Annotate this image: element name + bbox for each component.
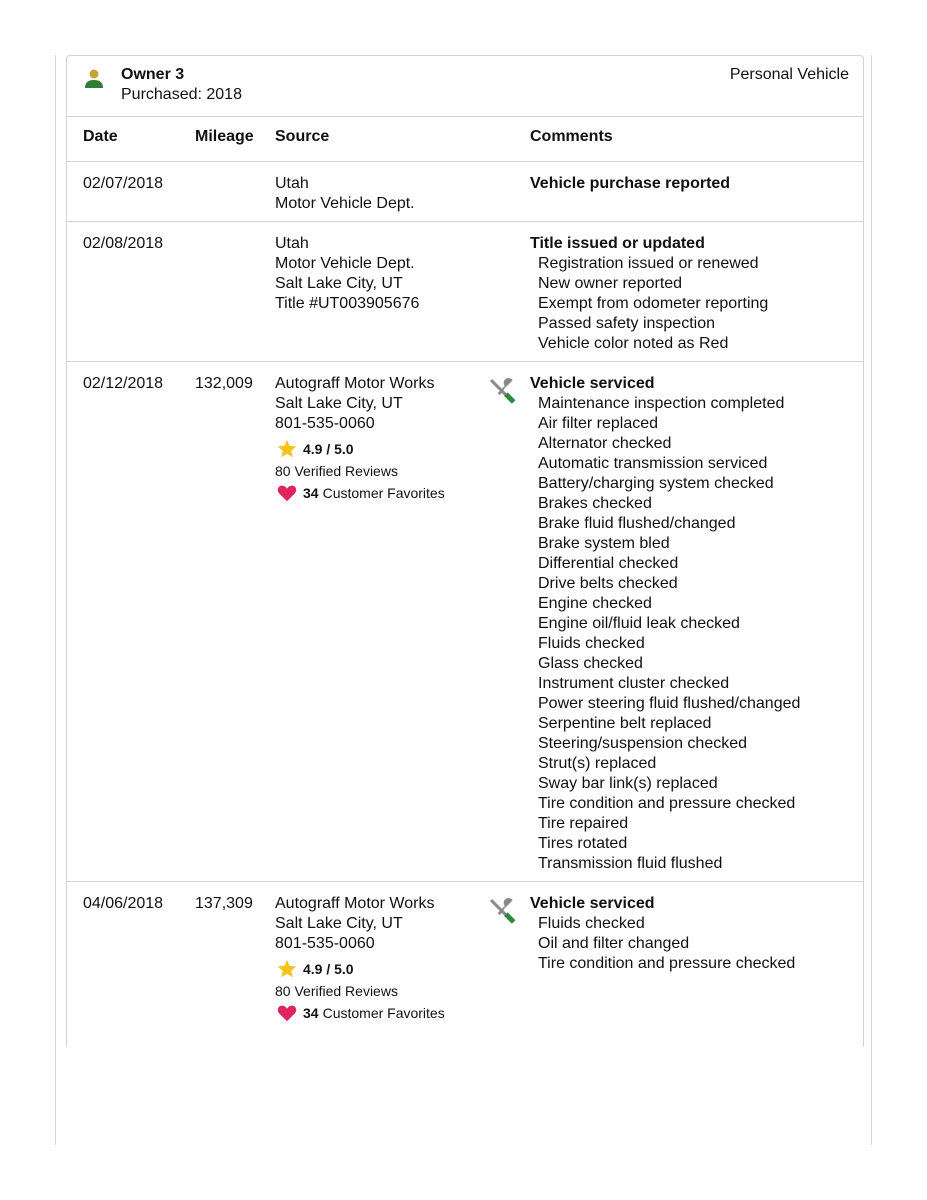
column-source: Source [275, 128, 330, 145]
comment-item: Engine oil/fluid leak checked [538, 615, 740, 632]
comment-item: Power steering fluid flushed/changed [538, 695, 801, 712]
owner-purchased: Purchased: 2018 [121, 86, 242, 103]
comment-item: Registration issued or renewed [538, 255, 759, 272]
heart-icon [275, 482, 299, 504]
comment-item: Oil and filter changed [538, 935, 690, 952]
record-source [275, 894, 475, 1025]
source-line: Autograff Motor Works [275, 375, 435, 392]
table-row [67, 162, 863, 222]
column-comments: Comments [530, 128, 613, 145]
comment-item: Drive belts checked [538, 575, 678, 592]
customer-favorites [275, 481, 475, 505]
owner-history-card [66, 55, 864, 1047]
source-line: Motor Vehicle Dept. [275, 195, 415, 212]
comment-item: Steering/suspension checked [538, 735, 748, 752]
comment-item: New owner reported [538, 275, 683, 292]
comment-item: Serpentine belt replaced [538, 715, 712, 732]
verified-reviews[interactable]: 80 Verified Reviews [275, 983, 398, 999]
comment-item: Tire repaired [538, 815, 629, 832]
record-date: 02/08/2018 [83, 235, 164, 252]
comment-item: Tires rotated [538, 835, 628, 852]
comment-item: Engine checked [538, 595, 652, 612]
comment-item: Strut(s) replaced [538, 755, 657, 772]
wrench-screwdriver-icon [485, 374, 519, 408]
comment-item: Exempt from odometer reporting [538, 295, 769, 312]
rating [275, 957, 475, 981]
comment-item: Differential checked [538, 555, 679, 572]
source-line: 801-535-0060 [275, 415, 375, 432]
rating-value: 4.9 / 5.0 [303, 961, 354, 977]
source-line: Title #UT003905676 [275, 295, 420, 312]
comment-item: Alternator checked [538, 435, 672, 452]
column-mileage: Mileage [195, 128, 254, 145]
comment-item: Vehicle color noted as Red [538, 335, 729, 352]
source-line: Salt Lake City, UT [275, 915, 403, 932]
record-source [275, 234, 475, 314]
verified-reviews[interactable]: 80 Verified Reviews [275, 463, 398, 479]
comment-item: Fluids checked [538, 915, 645, 932]
favorites-count: 34 [303, 1005, 319, 1021]
owner-name: Owner 3 [121, 66, 185, 83]
source-line: Motor Vehicle Dept. [275, 255, 415, 272]
person-icon [83, 68, 105, 90]
record-date: 02/07/2018 [83, 175, 164, 192]
comment-item: Battery/charging system checked [538, 475, 774, 492]
comment-item: Glass checked [538, 655, 643, 672]
source-line: Autograff Motor Works [275, 895, 435, 912]
comment-item: Automatic transmission serviced [538, 455, 768, 472]
comment-item: Brake fluid flushed/changed [538, 515, 736, 532]
comment-item: Fluids checked [538, 635, 645, 652]
source-line: Utah [275, 235, 309, 252]
star-icon [275, 438, 299, 460]
page-left-border [55, 55, 56, 1145]
record-comments [530, 374, 860, 874]
record-date: 04/06/2018 [83, 895, 164, 912]
comment-title: Title issued or updated [530, 235, 705, 252]
owner-header [67, 56, 863, 117]
comment-item: Passed safety inspection [538, 315, 715, 332]
wrench-screwdriver-icon [485, 894, 519, 928]
record-date: 02/12/2018 [83, 375, 164, 392]
page-right-border [871, 55, 872, 1145]
column-date: Date [83, 128, 118, 145]
comment-item: Air filter replaced [538, 415, 659, 432]
rating-value: 4.9 / 5.0 [303, 441, 354, 457]
comment-item: Tire condition and pressure checked [538, 795, 796, 812]
comment-title: Vehicle serviced [530, 895, 655, 912]
source-line: 801-535-0060 [275, 935, 375, 952]
customer-favorites [275, 1001, 475, 1025]
favorites-label: Customer Favorites [322, 485, 445, 501]
rating [275, 437, 475, 461]
comment-item: Brakes checked [538, 495, 652, 512]
comment-title: Vehicle serviced [530, 375, 655, 392]
record-comments [530, 234, 860, 354]
record-mileage: 132,009 [195, 375, 253, 392]
record-source [275, 374, 475, 505]
table-row [67, 882, 863, 1042]
comment-item: Brake system bled [538, 535, 670, 552]
comment-item: Instrument cluster checked [538, 675, 730, 692]
star-icon [275, 958, 299, 980]
source-line: Utah [275, 175, 309, 192]
heart-icon [275, 1002, 299, 1024]
table-header [67, 117, 863, 162]
records-list [67, 162, 863, 1042]
record-source [275, 174, 475, 214]
vehicle-type: Personal Vehicle [729, 66, 849, 83]
table-row [67, 222, 863, 362]
record-comments [530, 894, 860, 974]
favorites-count: 34 [303, 485, 319, 501]
comment-item: Sway bar link(s) replaced [538, 775, 718, 792]
comment-item: Tire condition and pressure checked [538, 955, 796, 972]
comment-item: Transmission fluid flushed [538, 855, 723, 872]
favorites-label: Customer Favorites [322, 1005, 445, 1021]
comment-item: Maintenance inspection completed [538, 395, 785, 412]
source-line: Salt Lake City, UT [275, 395, 403, 412]
table-row [67, 362, 863, 882]
source-line: Salt Lake City, UT [275, 275, 403, 292]
record-mileage: 137,309 [195, 895, 253, 912]
comment-title: Vehicle purchase reported [530, 175, 731, 192]
record-comments [530, 174, 860, 194]
